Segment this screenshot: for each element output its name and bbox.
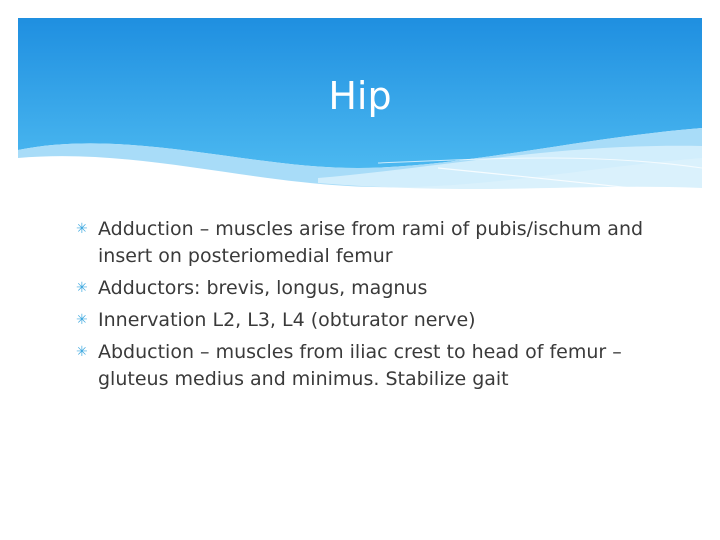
bullet-text: Abduction – muscles from iliac crest to head of femur – gluteus medius and minimus. Stabilize gait	[98, 341, 622, 390]
asterisk-bullet-icon: ✳	[76, 280, 88, 296]
bullet-item	[76, 275, 656, 302]
bullet-text: Adductors: brevis, longus, magnus	[98, 277, 428, 299]
bullet-item	[76, 339, 656, 393]
bullet-text: Innervation L2, L3, L4 (obturator nerve)	[98, 309, 476, 331]
asterisk-bullet-icon: ✳	[76, 312, 88, 328]
bullet-item	[76, 216, 656, 270]
bullet-item	[76, 307, 656, 334]
title-banner	[18, 18, 702, 198]
slide-title: Hip	[328, 74, 392, 118]
asterisk-bullet-icon: ✳	[76, 344, 88, 360]
asterisk-bullet-icon: ✳	[76, 221, 88, 237]
bullet-list	[76, 216, 656, 398]
bullet-text: Adduction – muscles arise from rami of pubis/ischum and insert on posteriomedial femur	[98, 218, 644, 267]
